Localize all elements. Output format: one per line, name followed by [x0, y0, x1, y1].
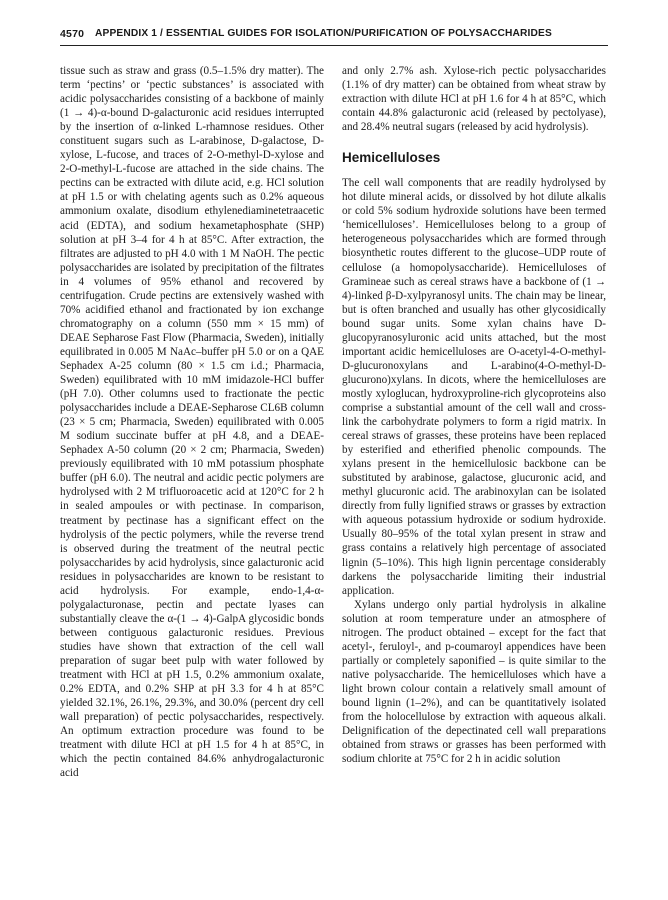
- hemicelluloses-paragraph: The cell wall components that are readily hydrolysed by hot dilute mineral acids, or dissolved by hot dilute alkalis or cold 5% sodium hydroxide solutions have been termed ‘hemicelluloses’. Hemicelluloses belong to a group of heterogeneous polysaccharides which are formed through biosynthetic routes different to the glucose–UDP route of cellulose (a homopolysaccharide). Hemicelluloses of Gramineae such as cereal straws have a backbone of (1 → 4)-linked β-D-xylpyranosyl units. The chain may be linear, but is often branched and usually has other glycosidically bound sugar units. Some xylan chains have D-glucopyranosyluronic acid units attached, but the most important acidic hemicelluloses are O-acetyl-4-O-methyl-D-glucuronoxylans and L-arabino(4-O-methyl-D-glucurono)xylans. In dicots, where the hemicelluloses are mostly xyloglucan, hydroxyproline-rich glycoproteins also comprise a substantial amount of the cell wall and cross-link the carbohydrate polymers to form a rigid matrix. In cereal straws of grasses, these proteins have been replaced by esterified and etherified phenolic compounds. The xylans present in the hemicellulosic backbone can be substituted by arabinose, galactose, glucuronic acid, and methyl glucuronic acid. The arabinoxylan can be isolated directly from fully lignified straws or grasses by extraction with aqueous potassium hydroxide or sodium hydroxide. Usually 80–95% of the total xylan present in straw and grass contains a relatively high percentage of associated lignin (5–10%). This high lignin percentage considerably darkens the polysaccharide limiting their industrial application.: [342, 177, 606, 597]
- running-title: APPENDIX 1 / ESSENTIAL GUIDES FOR ISOLATION/PURIFICATION OF POLYSACCHARIDES: [95, 28, 552, 39]
- xylans-paragraph: Xylans undergo only partial hydrolysis in alkaline solution at room temperature under an atmosphere of nitrogen. The product obtained – except for the fact that acetyl-, feruloyl-, and p-coumaroyl appendices have been partially or completely saponified – is quite similar to the native polysaccharide. The hemicelluloses which have a light brown colour contain a relatively small amount of bound lignin (1–2%), and can be quantitatively isolated from the holocellulose by extraction with aqueous alkali. Delignification of the depectinated cell wall preparations obtained from straws or grasses has been performed with sodium chlorite at 75°C for 2 h in acidic solution: [342, 598, 606, 766]
- right-column: [342, 64, 606, 766]
- left-column: [60, 64, 324, 780]
- running-header: [60, 28, 608, 48]
- page-number: 4570: [60, 28, 85, 40]
- pectins-paragraph: tissue such as straw and grass (0.5–1.5% dry matter). The term ‘pectins’ or ‘pectic substances’ is associated with acidic polysaccharides consisting of a backbone of mainly (1 → 4)-α-bound D-galacturonic acid residues interrupted by the insertion of α-linked L-rhamnose residues. Other constituent sugars such as L-arabinose, D-galactose, D-xylose, L-fucose, and traces of 2-O-methyl-D-xylose and 2-O-methyl-L-fucose are attached in the side chains. The pectins can be extracted with dilute acid, e.g. HCl solution at pH 1.5 or with chelating agents such as 0.2% aqueous ammonium oxalate, disodium ethylenediaminetetraacetic acid (EDTA), and sodium hexametaphosphate (SHP) solution at pH 3–4 for 4 h at 85°C. After extraction, the filtrates are adjusted to pH 4.0 with 1 M NaOH. The pectic polysaccharides are isolated by precipitation of the filtrates in 4 volumes of 95% ethanol and recovered by centrifugation. Crude pectins are extensively washed with 70% acidified ethanol and fractionated by ion exchange chromatography on a column (550 mm × 15 mm) of DEAE Sepharose Fast Flow (Pharmacia, Sweden), initially equilibrated in 0.005 M NaAc–buffer pH 5.0 or on a QAE Sephadex A-25 column (80 × 1.5 cm i.d.; Pharmacia, Sweden) equilibrated with 10 mM imidazole-HCl buffer (pH 7.0). Other columns used to fractionate the pectic polysaccharides include a DEAE-Sepharose CL6B column (23 × 5 cm; Pharmacia, Sweden) equilibrated with 0.005 M sodium succinate buffer at pH 4.8, and a DEAE-Sephadex A-50 column (20 × 2 cm; Pharmacia, Sweden) previously equilibrated with 10 mM potassium phosphate buffer (pH 6.0). The neutral and acidic pectic polymers are hydrolysed with 2 M trifluoroacetic acid at 120°C for 2 h in sealed ampoules or with pectinase. In comparison, treatment by pectinase has a significant effect on the hydrolysis of the pectic polymers, while the reverse trend is observed during the treatment of the neutral pectic polysaccharides by acid hydrolysis, since galacturonic acid residues in polysaccharides are known to be resistant to acid hydrolysis. For example, endo-1,4-α-polygalacturonase, pectin and pectate lyases can substantially cleave the α-(1 → 4)-GalpA glycosidic bonds between contiguous galacturonic residues. Previous studies have shown that extraction of the cell wall preparation of sugar beet pulp with water followed by treatment with HCl at pH 1.5, 0.2% ammonium oxalate, 0.2% EDTA, and 0.2% SHP at pH 3.3 for 4 h at 85°C yielded 32.1%, 26.1%, 29.3%, and 30.0% (percent dry cell wall preparation) of pectic polysaccharides, respectively. An optimum extraction procedure was found to be treatment with dilute HCl at pH 1.5 for 4 h at 85°C, in which the pectin contained 84.6% anhydrogalacturonic acid: [60, 65, 324, 780]
- header-rule: [60, 45, 608, 46]
- section-heading-hemicelluloses: Hemicelluloses: [342, 150, 441, 166]
- pectin-yield-paragraph: and only 2.7% ash. Xylose-rich pectic polysaccharides (1.1% of dry matter) can be obtained from wheat straw by extraction with dilute HCl at pH 1.6 for 4 h at 85°C, which contain 44.8% galacturonic acid (released by pectolyase), and 28.4% neutral sugars (released by acid hydrolysis).: [342, 65, 606, 134]
